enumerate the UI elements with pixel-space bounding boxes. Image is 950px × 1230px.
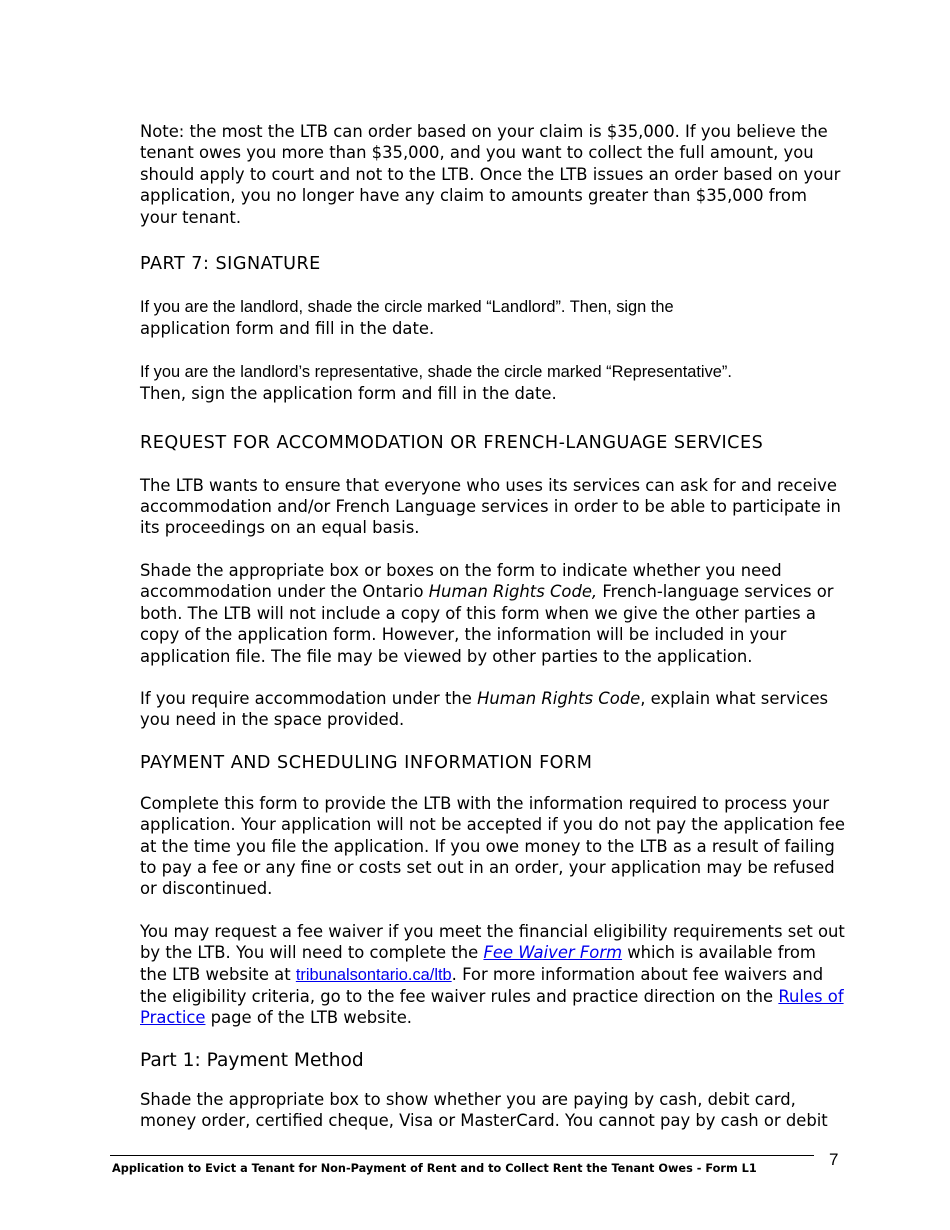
landlord-instruction-line1: If you are the landlord, shade the circle marked “Landlord”. Then, sign the xyxy=(140,298,674,317)
tribunals-ontario-link[interactable]: tribunalsontario.ca/ltb xyxy=(295,965,452,984)
accommodation-paragraph-1: The LTB wants to ensure that everyone who uses its services can ask for and receive accommodation and/or French Language services in order to be able to participate in its proceedings on an equal basis. xyxy=(140,475,841,538)
accommodation-paragraph-2 xyxy=(140,560,845,667)
fee-waiver-form-link[interactable]: Fee Waiver Form xyxy=(483,943,623,963)
accommodation-paragraph-3-text-a: If you require accommodation under the xyxy=(140,688,478,708)
landlord-instruction-line2: application form and fill in the date. xyxy=(140,319,435,339)
payment-paragraph-2 xyxy=(140,921,845,1029)
accommodation-heading: REQUEST FOR ACCOMMODATION OR FRENCH-LANGUAGE SERVICES xyxy=(140,432,764,453)
part7-heading: PART 7: SIGNATURE xyxy=(140,254,321,275)
part1-heading: Part 1: Payment Method xyxy=(140,1049,364,1071)
payment-paragraph-1: Complete this form to provide the LTB with the information required to process your application. Your application will not be accepted if you do not pay the application fee at the time you file the application. If you owe money to the LTB as a result of failing to pay a fee or any fine or costs set out in an order, your application may be refused or discontinued. xyxy=(140,793,845,899)
representative-instruction xyxy=(140,361,845,405)
accommodation-paragraph-3-text-b: , explain what services you need in the space provided. xyxy=(140,688,829,730)
payment-paragraph-2-text-d: page of the LTB website. xyxy=(205,1008,412,1028)
payment-paragraph-2-text-b: which is available from the LTB website at xyxy=(140,943,816,984)
accommodation-paragraph-2-text-a: Shade the appropriate box or boxes on the form to indicate whether you need accommodation under the Ontario xyxy=(140,560,782,602)
representative-instruction-line2: Then, sign the application form and fill in the date. xyxy=(140,384,557,404)
landlord-instruction xyxy=(140,296,845,340)
footer-divider xyxy=(110,1155,814,1156)
human-rights-code-italic: Human Rights Code, xyxy=(428,582,598,602)
page-content xyxy=(140,121,845,1132)
rules-of-practice-link[interactable]: Rules of Practice xyxy=(140,986,844,1028)
representative-instruction-line1: If you are the landlord’s representative, shade the circle marked “Representative”. xyxy=(140,362,732,381)
payment-paragraph-2-text-c: . For more information about fee waivers and the eligibility criteria, go to the fee waiver rules and practice direction on the xyxy=(140,964,824,1006)
payment-heading: PAYMENT AND SCHEDULING INFORMATION FORM xyxy=(140,752,593,773)
accommodation-paragraph-2-text-b: French-language services or both. The LTB will not include a copy of this form when we give the other parties a copy of the application form. However, the information will be included in your application file. The file may be viewed by other parties to the application. xyxy=(140,582,834,666)
accommodation-paragraph-3 xyxy=(140,688,845,731)
page-number: 7 xyxy=(829,1150,839,1169)
payment-paragraph-2-text-a: You may request a fee waiver if you meet the financial eligibility requirements set out by the LTB. You will need to complete the xyxy=(140,921,845,963)
note-paragraph: Note: the most the LTB can order based on your claim is $35,000. If you believe the tenant owes you more than $35,000, and you want to collect the full amount, you should apply to court and not to the LTB. Once the LTB issues an order based on your application, you no longer have any claim to amounts greater than $35,000 from your tenant. xyxy=(140,122,841,227)
part1-paragraph: Shade the appropriate box to show whether you are paying by cash, debit card, money order, certified cheque, Visa or MasterCard. You cannot pay by cash or debit xyxy=(140,1089,828,1131)
human-rights-code-italic-2: Human Rights Code xyxy=(477,688,641,708)
footer-title: Application to Evict a Tenant for Non-Payment of Rent and to Collect Rent the Tenant Owes - Form L1 xyxy=(112,1162,757,1175)
